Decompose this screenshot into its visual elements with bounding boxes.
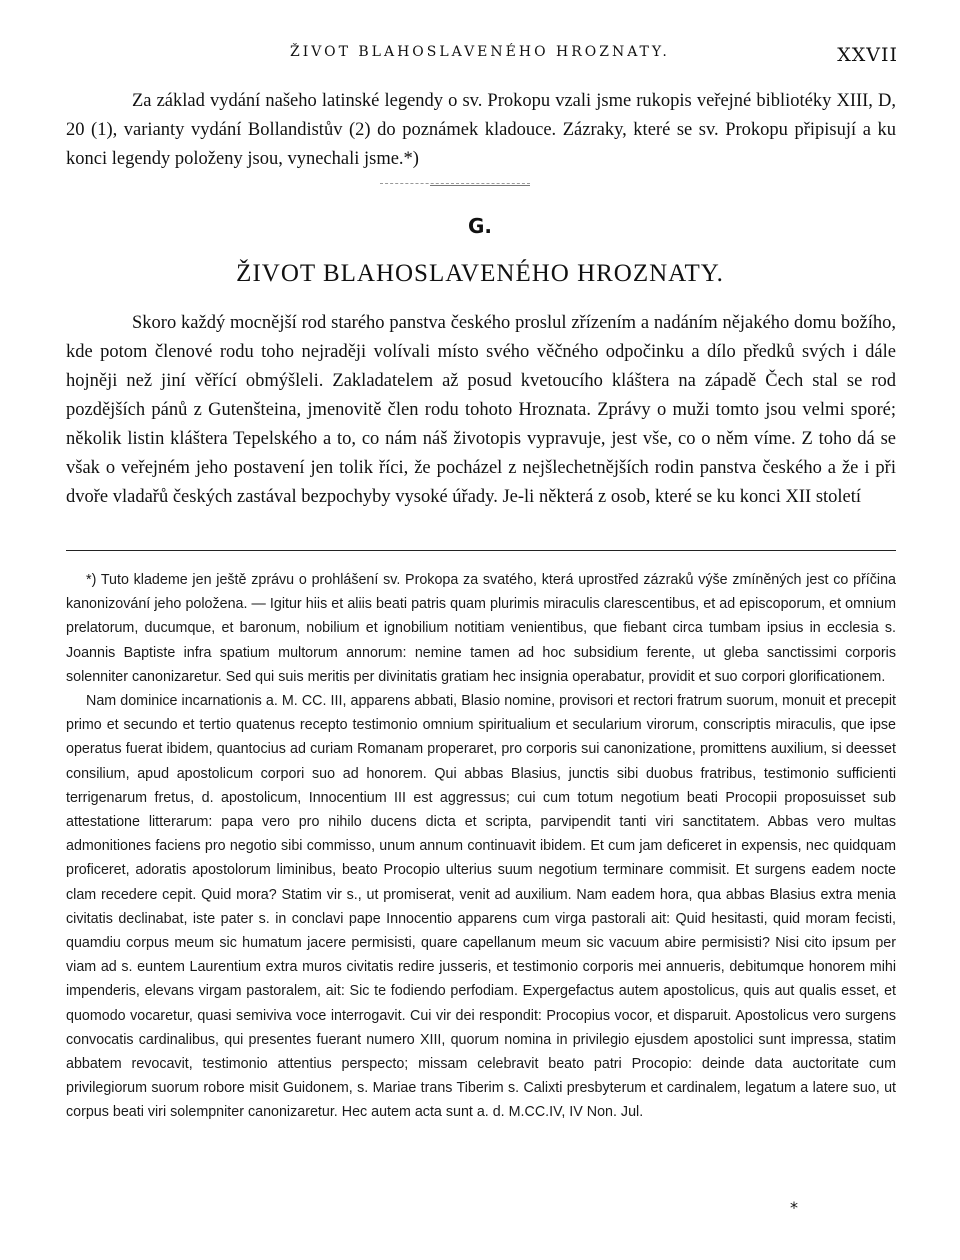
running-header: ŽIVOT BLAHOSLAVENÉHO HROZNATY. <box>290 44 670 60</box>
section-divider-ornament <box>380 183 530 190</box>
intro-paragraph: Za základ vydání našeho latinské legendy o sv. Prokopu vzali jsme rukopis veřejné bibliotéky XIII, D, 20 (1), varianty vydání Bollandistův (2) do poznámek kladouce. Zázraky, které se sv. Prokopu připisují a ku konci legendy položeny jsou, vynechali jsme.*) <box>66 91 896 169</box>
footnote-first: *) Tuto klademe jen ještě zprávu o prohlášení sv. Prokopa za svatého, která uprostřed zázraků výše zmíněných jest co příčina kanonizování jeho položena. — Igitur hiis et aliis beati patris quam plurimis miraculis clarescentibus, et ad episcoporum, et omnium prelatorum, ducumque, et baronum, nobilium et ignobilium notitiam venientibus, que fiebant circa tumbam ipsius in ecclesia s. Joannis Baptiste infra spatium multorum annorum: nemine tamen ad hoc subsidium ferente, ut gleba sanctissimi corporis solenniter canonizaretur. Sed qui suis meritis per divinitatis gratiam hec insignia operabatur, providit et suo corpori glorificationem. <box>66 572 896 685</box>
signature-mark: * <box>790 1198 798 1217</box>
page-number: XXVII <box>837 44 898 66</box>
footnote-second: Nam dominice incarnationis a. M. CC. III, apparens abbati, Blasio nomine, provisori et rectori fratrum suorum, monuit et precepit primo et secundo et tertio quatenus recepto testimonio omnium spiritualium et secularium virorum, conscriptis miraculis, que ipse operatus fuerat ibidem, quantocius ad curiam Romanam properaret, pro corporis sui canonizatione, promittens auxilium, si deesset consilium, apud apostolicum corpori suo ad honorem. Qui abbas Blasius, junctis sibi duobus fratribus, testimonio sufficienti terrigenarum fretus, d. apostolicum, Innocentium III est aggressus; cui cum totum negotium beati Procopii proposuisset sub attestatione litterarum: papa vero pro nihilo ducens dicta et scripta, parvipendit tanti viri sanctitatem. Abbas vero multas admonitiones faciens pro negotio sibi commisso, unum annum continuavit ibidem. Et cum jam deficeret in expensis, nec quidquam proficeret, adoratis apostolorum liminibus, beato Procopio ulterius suum negotium terminare commisit. Et surgens eadem nocte clam recedere cepit. Quid mora? Statim vir s., ut promiserat, venit ad auxilium. Nam eadem hora, qua abbas Blasius extra menia civitatis declinabat, iste pater s. in conclavi pape Innocentio apparens cum virga pastorali ait: Quid hesitasti, quid moram fecisti, quamdiu corpus meum sic humatum jacere permisisti, quare capellanum meum sic vacuum abire permisisti? Nisi cito ipsum per viam ad s. euntem Laurentium extra muros civitatis redire jusseris, et testimonio corporis mei annueris, debitumque honorem mihi impenderis, elevans virgam pastoralem, ait: Sic te fodiendo perfodiam. Expergefactus autem apostolicus, quis aut qualis esset, et quomodo vocaretur, quasi semiviva voce interrogavit. Cui vir dei respondit: Procopius vocor, et disparuit. Apostolicus vero surgens convocatis cardinalibus, qui presentes fuerant numero XIII, quorum nomina in privilegio ejusdem apostolici sunt impressa, statim abbatem revocavit, testimonio attentius perspecto; missam celebravit beato patri Procopio: deinde data auctoritate cum privilegiorum suorum robore misit Guidonem, s. Mariae trans Tiberim s. Calixti presbyterum et cardinalem, legatum a latere suo, ut corpus beati viri solempniter canonizaretur. Hec autem acta sunt a. d. M.CC.IV, IV Non. Jul. <box>66 693 896 1121</box>
section-title: ŽIVOT BLAHOSLAVENÉHO HROZNATY. <box>236 260 724 287</box>
footnotes <box>66 568 896 1125</box>
footnote-separator <box>66 550 896 551</box>
main-paragraph: Skoro každý mocnější rod starého panstva českého proslul zřízením a nadáním nějakého domu božího, kde potom členové rodu toho nejraději volívali místo svého věčného odpočinku a dílo předků svých i dále hojněji než jiní věřící obmýšleli. Zakladatelem až posud kvetoucího kláštera na západě Čech stal se rod pozdějších pánů z Gutenšteina, jmenovitě člen rodu tohoto Hroznata. Zprávy o muži tomto jsou velmi sporé; několik listin kláštera Tepelského a to, co nám náš životopis vypravuje, jest vše, co o něm víme. Z toho dá se však o veřejném jeho postavení jen tolik říci, že pocházel z nejšlechetnějších rodin panstva českého a že i při dvoře vladařů českých zastával bezpochyby vysoké úřady. Je-li některá z osob, které se ku konci XII století <box>66 313 896 507</box>
section-letter: G. <box>467 214 492 238</box>
